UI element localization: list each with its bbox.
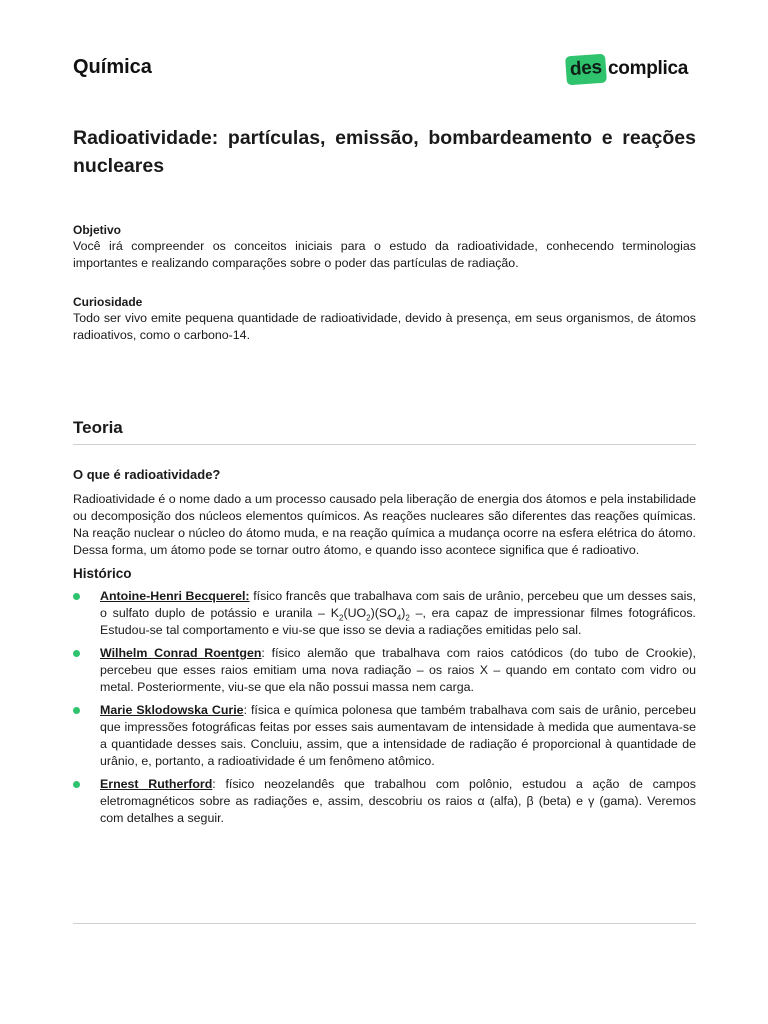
scientist-name: Ernest Rutherford [100,777,213,791]
subject-title: Química [73,56,152,78]
list-item-text: físico francês que trabalhava com sais de urânio, percebeu que um desses sais, o sulfato duplo de potássio e uranila – [100,589,696,620]
logo-badge: des [565,53,607,85]
list-item-text: : física e química polonesa que também trabalhava com sais de urânio, percebeu que impressões fotográficas feitas por esses sais aumentavam de intensidade à medida que aumentava-se a quantidade desses sais. Concluiu, assim, que a intensidade de radiação é proporcional à quantidade de urânio, e, portanto, a radioatividade é um fenômeno atômico. [100,703,696,768]
objective-text: Você irá compreender os conceitos iniciais para o estudo da radioatividade, conhecendo terminologias importantes e realizando comparações sobre o poder das partículas de radiação. [73,239,696,270]
what-is-radioactivity-text: Radioatividade é o nome dado a um processo causado pela liberação de energia dos átomos e pela instabilidade ou decomposição dos núcleos elementos químicos. As reações nucleares são diferentes das reações químicas. Na reação nuclear o núcleo do átomo muda, e na reação química a mudança ocorre na esfera elétrica do átomo. Dessa forma, um átomo pode se tornar outro átomo, e quando isso acontece significa que é radioativo. [73,492,696,557]
bullet-icon [73,593,80,600]
history-heading: Histórico [73,566,132,581]
curiosity-label: Curiosidade [73,295,143,309]
list-item-text: : físico neozelandês que trabalhou com polônio, estudou a ação de campos eletromagnéticos sobre as radiações e, assim, descobriu os raios α (alfa), β (beta) e γ (gama). Veremos com detalhes a seguir. [100,777,696,825]
list-item [73,645,696,696]
objective-block [73,222,696,272]
page-header [73,56,696,88]
list-item-text: –, era capaz de impressionar filmes fotográficos. Estudou-se tal comportamento e viu-se que isso se devia a radiações emitidas pelo sal. [100,606,696,637]
list-item [73,702,696,770]
objective-label: Objetivo [73,223,122,237]
list-item-text: : físico alemão que trabalhava com raios catódicos (do tubo de Crookie), percebeu que esses raios emitiam uma nova radiação – os raios X – quando em contato com vidro ou metal. Posteriormente, viu-se que ela não possui massa nem carga. [100,646,696,694]
descomplica-logo [566,53,688,85]
chemical-formula: $K_2(UO_2)(SO_4)_2$ [330,606,410,623]
scientist-name: Antoine-Henri Becquerel: [100,589,250,603]
theory-heading: Teoria [73,418,696,445]
bullet-icon [73,650,80,657]
bullet-icon [73,781,80,788]
footer-divider [73,923,696,924]
logo-text: complica [608,58,688,79]
bullet-icon [73,707,80,714]
curiosity-block [73,294,696,344]
list-item [73,588,696,639]
what-is-radioactivity-heading: O que é radioatividade? [73,467,221,482]
list-item [73,776,696,827]
scientist-name: Wilhelm Conrad Roentgen [100,646,262,660]
lesson-title: Radioatividade: partículas, emissão, bombardeamento e reações nucleares [73,127,696,177]
theory-section [73,466,696,833]
curiosity-text: Todo ser vivo emite pequena quantidade de radioatividade, devido à presença, em seus organismos, de átomos radioativos, como o carbono-14. [73,311,696,342]
scientist-name: Marie Sklodowska Curie [100,703,244,717]
history-list [73,588,696,827]
